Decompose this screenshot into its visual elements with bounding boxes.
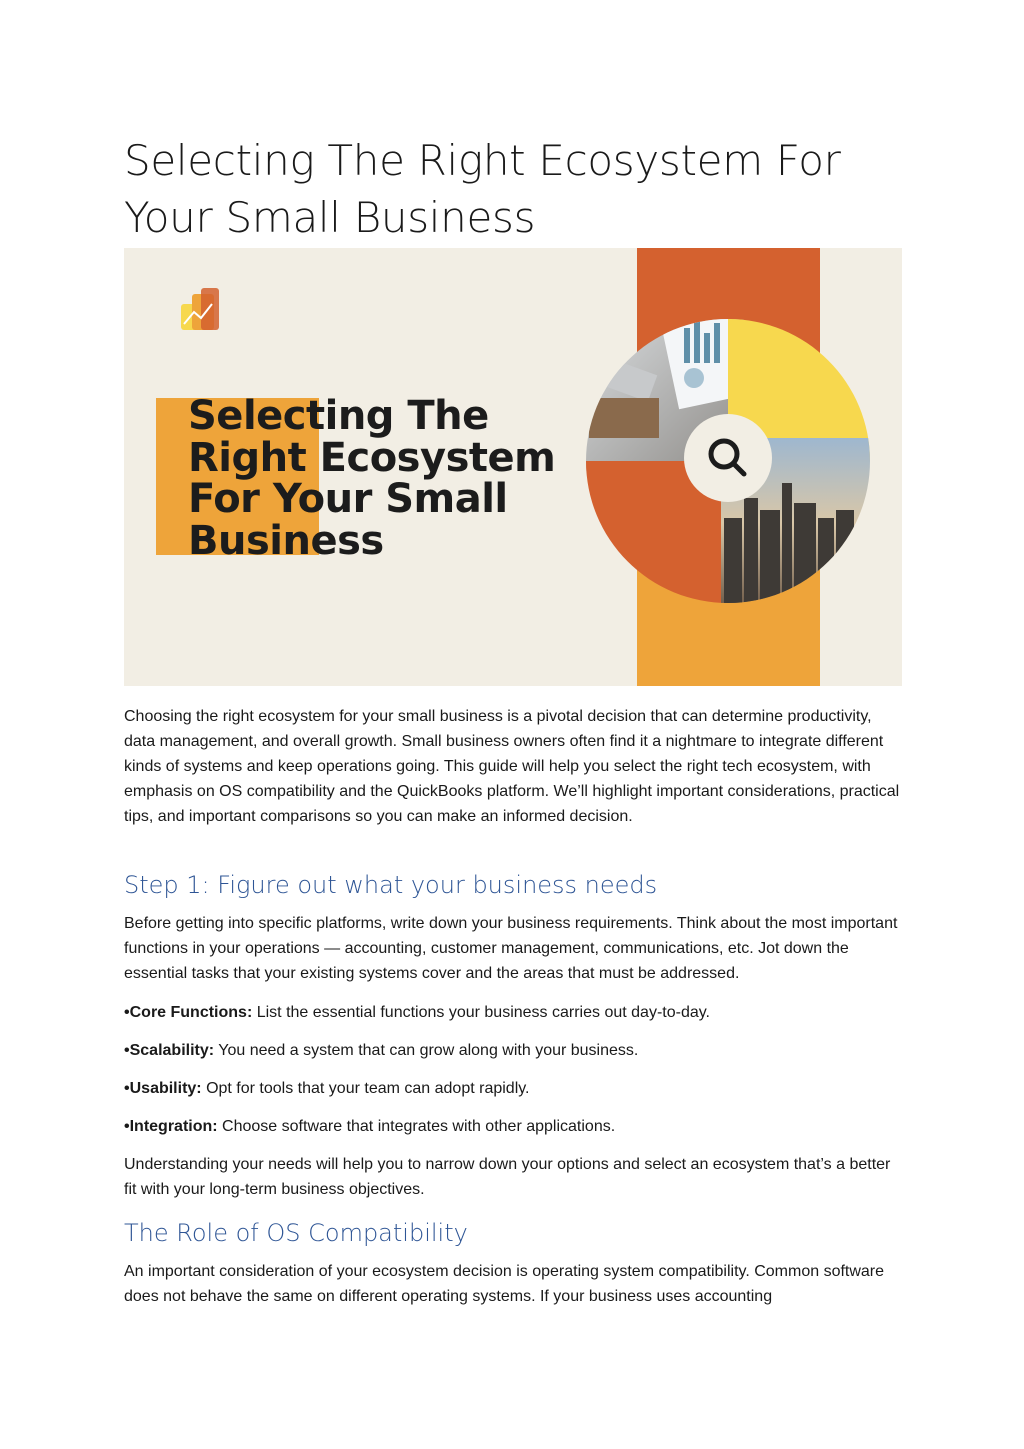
os-heading: The Role of OS Compatibility (124, 1219, 468, 1247)
bullet-marker: • (124, 1080, 130, 1097)
bullet-marker: • (124, 1118, 130, 1135)
step1-heading: Step 1: Figure out what your business needs (124, 871, 658, 899)
bullet-text: List the essential functions your business carries out day-to-day. (252, 1004, 710, 1021)
bullet-marker: • (124, 1042, 130, 1059)
page-title (124, 132, 902, 246)
bullet-label: Scalability: (129, 1042, 215, 1059)
list-item (124, 1076, 902, 1101)
bullet-label: Usability: (129, 1080, 202, 1097)
magnifier-badge (684, 414, 772, 502)
bullet-text: Choose software that integrates with other applications. (217, 1118, 616, 1135)
bullet-text: You need a system that can grow along with your business. (214, 1042, 639, 1059)
hero-headline-line-1: Selecting The (188, 393, 489, 439)
bullet-text: Opt for tools that your team can adopt rapidly. (201, 1080, 530, 1097)
list-item (124, 1000, 902, 1025)
list-item (124, 1038, 902, 1063)
logo-chart-icon (181, 288, 219, 330)
title-line-1: Selecting The Right Ecosystem For (124, 136, 841, 185)
os-body: An important consideration of your ecosystem decision is operating system compatibility. Common software does not behave the same on different operating systems. If your business uses accounting (124, 1263, 885, 1305)
intro-paragraph: Choosing the right ecosystem for your small business is a pivotal decision that can determine productivity, data management, and overall growth. Small business owners often find it a nightmare to integrate different kinds of systems and keep operations going. This guide will help you select the right tech ecosystem, with emphasis on OS compatibility and the QuickBooks platform. We’ll highlight important considerations, practical tips, and important comparisons so you can make an informed decision. (124, 708, 900, 825)
bullet-marker: • (124, 1004, 130, 1021)
hero-banner (124, 248, 902, 686)
title-line-2: Your Small Business (124, 193, 536, 242)
hero-headline-line-3: For Your Small (188, 476, 508, 522)
hero-headline-line-4: Business (188, 518, 384, 564)
step1-closing: Understanding your needs will help you to narrow down your options and select an ecosystem that’s a better fit with your long-term business objectives. (124, 1156, 891, 1198)
list-item (124, 1114, 902, 1139)
bullet-label: Core Functions: (129, 1004, 253, 1021)
bullet-label: Integration: (129, 1118, 218, 1135)
hero-headline-line-2: Right Ecosystem (188, 435, 556, 481)
step1-body: Before getting into specific platforms, write down your business requirements. Think about the most important functions in your operations — accounting, customer management, communications, etc. Jot down the essential tasks that your existing systems cover and the areas that must be addressed. (124, 915, 898, 982)
